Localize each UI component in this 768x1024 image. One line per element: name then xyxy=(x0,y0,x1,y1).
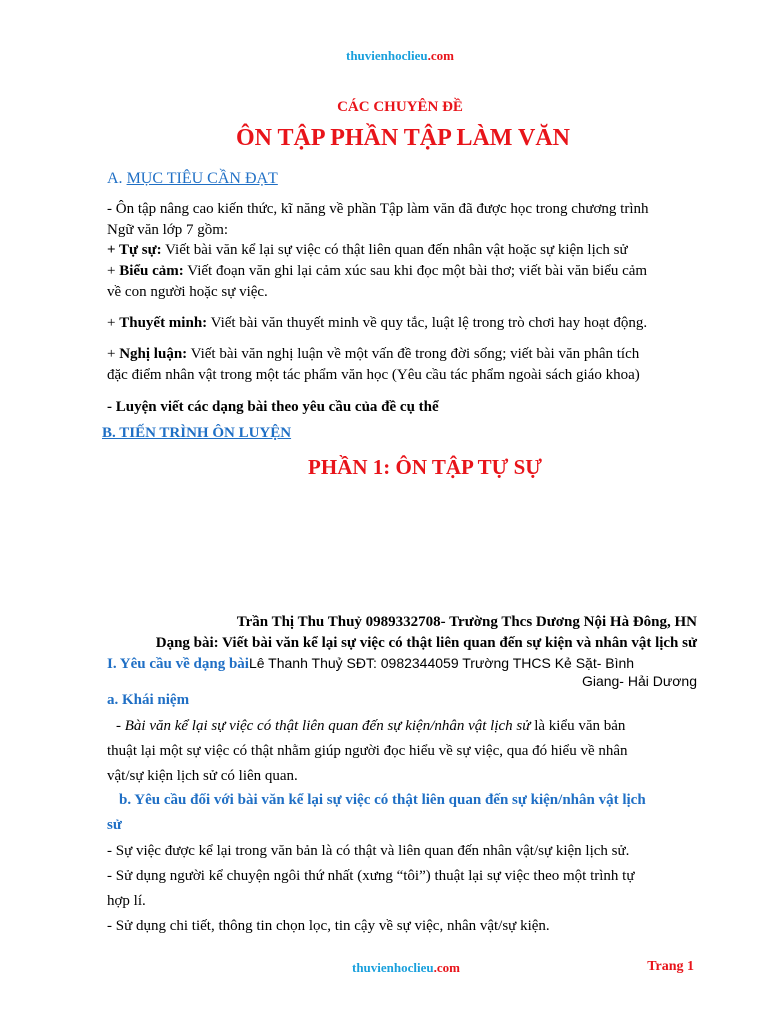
nghi-luan-item xyxy=(107,344,697,364)
yeu-cau-item-2-line-1: - Sử dụng người kể chuyện ngôi thứ nhất (xưng “tôi”) thuật lại sự việc theo một trình tự xyxy=(107,868,635,884)
yeu-cau-heading-1: b. Yêu cầu đối với bài văn kể lại sự việc có thật liên quan đến sự kiện/nhân vật lịch xyxy=(119,792,646,808)
header-site-name: thuvienhoclieu xyxy=(346,48,428,63)
document-subtitle: CÁC CHUYÊN ĐỀ xyxy=(337,99,463,115)
section-a-prefix: A. xyxy=(107,170,127,187)
nghi-luan-prefix: + xyxy=(107,346,120,362)
author-line: Trần Thị Thu Thuỷ 0989332708- Trường Thcs Dương Nội Hà Đông, HN xyxy=(236,614,697,630)
intro-line-2: Ngữ văn lớp 7 gồm: xyxy=(107,222,229,238)
section-i-line-1 xyxy=(107,655,634,673)
header-site-tld: .com xyxy=(427,48,454,63)
header-site-brand xyxy=(0,48,768,64)
tu-su-item xyxy=(107,240,697,260)
nghi-luan-label: Nghị luận: xyxy=(119,346,188,362)
section-i-heading: I. Yêu cầu về dạng bài xyxy=(107,656,249,672)
nghi-luan-text-1: Viết bài văn nghị luận về một vấn đề trong đời sống; viết bài văn phân tích xyxy=(187,346,640,362)
khai-niem-dash: - xyxy=(116,718,125,734)
khai-niem-line-1-rest: là kiểu văn bản xyxy=(530,718,626,734)
bieu-cam-item xyxy=(107,261,697,281)
footer-site-name: thuvienhoclieu xyxy=(352,960,434,975)
page-number: Trang 1 xyxy=(647,959,694,974)
tu-su-label: + Tự sự: xyxy=(107,242,162,258)
khai-niem-line-1 xyxy=(116,716,706,736)
bieu-cam-prefix: + xyxy=(107,263,120,279)
tu-su-text: Viết bài văn kể lại sự việc có thật liên quan đến nhân vật hoặc sự kiện lịch sử xyxy=(161,242,628,258)
yeu-cau-item-1: - Sự việc được kể lại trong văn bản là có thật và liên quan đến nhân vật/sự kiện lịch sử. xyxy=(107,843,630,859)
khai-niem-line-3: vật/sự kiện lịch sử có liên quan. xyxy=(107,768,298,784)
thuyet-minh-text: Viết bài văn thuyết minh về quy tắc, luật lệ trong trò chơi hay hoạt động. xyxy=(207,315,648,331)
practice-line: - Luyện viết các dạng bài theo yêu cầu của đề cụ thể xyxy=(107,399,439,415)
contributor-line-2: Giang- Hải Dương xyxy=(581,673,697,689)
part-1-title: PHẦN 1: ÔN TẬP TỰ SỰ xyxy=(308,455,542,479)
yeu-cau-item-3: - Sử dụng chi tiết, thông tin chọn lọc, tin cậy về sự việc, nhân vật/sự kiện. xyxy=(107,918,550,934)
khai-niem-definition: Bài văn kể lại sự việc có thật liên quan đến sự kiện/nhân vật lịch sử xyxy=(124,718,531,734)
nghi-luan-text-2: đặc điểm nhân vật trong một tác phẩm văn học (Yêu cầu tác phẩm ngoài sách giáo khoa) xyxy=(107,367,640,383)
thuyet-minh-item xyxy=(107,313,697,333)
contributor-line-1: Lê Thanh Thuỷ SĐT: 0982344059 Trường THCS Kẻ Sặt- Bình xyxy=(248,655,635,671)
footer-site-tld: .com xyxy=(433,960,460,975)
section-b-heading: B. TIẾN TRÌNH ÔN LUYỆN xyxy=(102,425,292,441)
document-title: ÔN TẬP PHẦN TẬP LÀM VĂN xyxy=(235,125,571,151)
bieu-cam-text-1: Viết đoạn văn ghi lại cảm xúc sau khi đọc một bài thơ; viết bài văn biểu cảm xyxy=(183,263,648,279)
yeu-cau-item-2-line-2: hợp lí. xyxy=(107,893,146,909)
bieu-cam-text-2: về con người hoặc sự việc. xyxy=(107,284,268,300)
section-a-title: MỤC TIÊU CẦN ĐẠT xyxy=(126,170,278,187)
bieu-cam-label: Biểu cảm: xyxy=(119,263,184,279)
dang-bai-line: Dạng bài: Viết bài văn kể lại sự việc có thật liên quan đến sự kiện và nhân vật lịch sử xyxy=(155,635,697,651)
thuyet-minh-prefix: + xyxy=(107,315,120,331)
khai-niem-line-2: thuật lại một sự việc có thật nhằm giúp người đọc hiểu về sự việc, qua đó hiểu về nhân xyxy=(107,743,628,759)
section-a-heading xyxy=(107,170,278,188)
intro-line-1: - Ôn tập nâng cao kiến thức, kĩ năng về phần Tập làm văn đã được học trong chương trình xyxy=(107,201,649,217)
thuyet-minh-label: Thuyết minh: xyxy=(119,315,208,331)
yeu-cau-heading-2: sử xyxy=(107,817,122,833)
khai-niem-heading: a. Khái niệm xyxy=(107,692,190,708)
